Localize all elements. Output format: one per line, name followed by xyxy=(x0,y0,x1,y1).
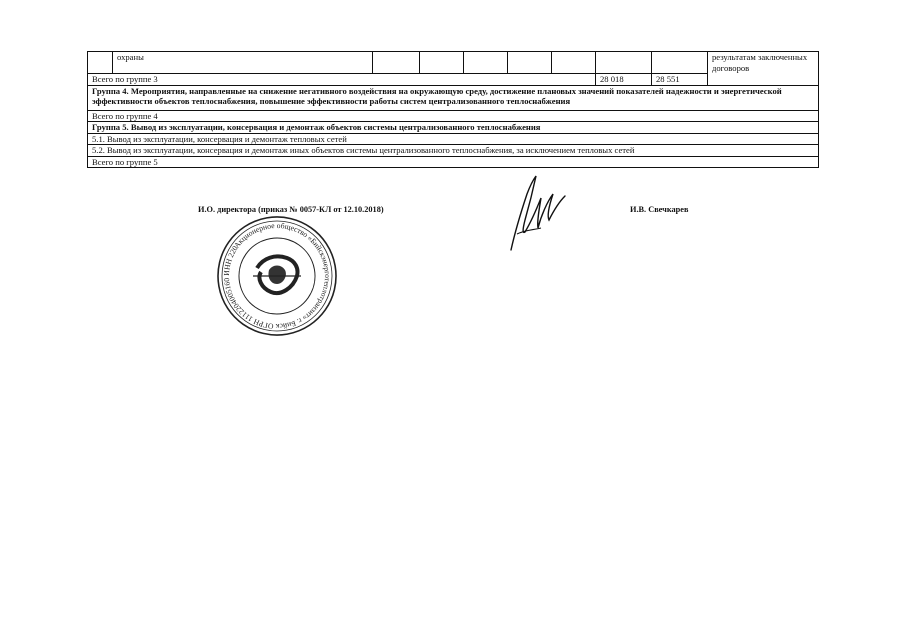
group4-header: Группа 4. Мероприятия, направленные на снижение негативного воздействия на окружающую среду, достижение плановых значений показателей надежности и энергетической эффективности объектов теплоснабжения, повышение эффективности работы систем централизованного теплоснабжения xyxy=(88,85,819,110)
seal-ring-text: Акционерное общество «Бийскэнерготеплотранзит» г. Бийск ОГРН 1112204005160 ИНН 2204058669 xyxy=(221,220,333,332)
table-row xyxy=(88,52,819,74)
item-5-1: 5.1. Вывод из эксплуатации, консервация и демонтаж тепловых сетей xyxy=(88,133,819,145)
total-value-2-group3: 28 551 xyxy=(652,74,708,86)
row-name-cell: охраны xyxy=(113,52,373,74)
item-5-2: 5.2. Вывод из эксплуатации, консервация и демонтаж иных объектов системы централизованного теплоснабжения, за исключением тепловых сетей xyxy=(88,145,819,157)
table-cell xyxy=(373,52,420,74)
table-cell xyxy=(552,52,596,74)
total-value-1-group3: 28 018 xyxy=(596,74,652,86)
group5-header: Группа 5. Вывод из эксплуатации, консервация и демонтаж объектов системы централизованного теплоснабжения xyxy=(88,122,819,134)
total-label-group5: Всего по группе 5 xyxy=(88,156,819,168)
company-seal xyxy=(215,214,339,338)
total-row-group4 xyxy=(88,110,819,122)
total-label-group4: Всего по группе 4 xyxy=(88,110,819,122)
table-cell xyxy=(652,52,708,74)
total-label-group3: Всего по группе 3 xyxy=(88,74,596,86)
handwritten-signature xyxy=(503,172,569,254)
table-cell xyxy=(420,52,464,74)
group-header-row xyxy=(88,122,819,134)
total-row-group5 xyxy=(88,156,819,168)
group-header-row xyxy=(88,85,819,110)
table-cell xyxy=(88,52,113,74)
basis-cell: результатам заключенных договоров xyxy=(708,52,819,86)
table-row xyxy=(88,145,819,157)
table-cell xyxy=(596,52,652,74)
signatory-title: И.О. директора (приказ № 0057-КЛ от 12.10.2018) xyxy=(198,205,384,214)
table-cell xyxy=(508,52,552,74)
financing-table xyxy=(87,51,819,168)
table-row xyxy=(88,133,819,145)
seal-emblem xyxy=(253,256,301,293)
signatory-name: И.В. Свечкарев xyxy=(630,205,689,214)
table-cell xyxy=(464,52,508,74)
